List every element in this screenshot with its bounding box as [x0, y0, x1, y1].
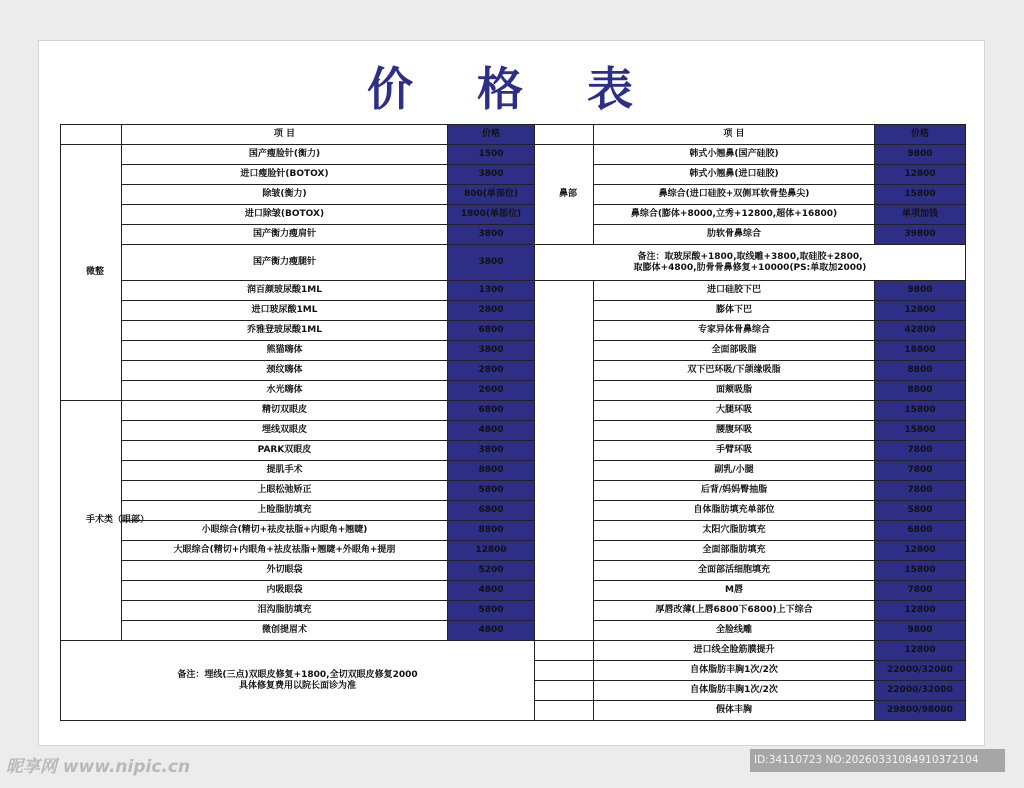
item-price: 1300: [448, 281, 535, 301]
col-item-header: 项 目: [594, 125, 875, 145]
col-item-header: 项 目: [122, 125, 448, 145]
item-price: 29800/98000: [875, 701, 966, 721]
item-name: 国产瘦脸针(衡力): [122, 145, 448, 165]
item-name: 全面部吸脂: [594, 341, 875, 361]
table-row: [61, 225, 966, 245]
table-row: [61, 401, 966, 421]
item-price: 12800: [875, 601, 966, 621]
item-price: 15800: [875, 401, 966, 421]
item-name: 副乳/小腿: [594, 461, 875, 481]
item-name: 上眼松弛矫正: [122, 481, 448, 501]
item-name: 自体脂肪丰胸1次/2次: [594, 661, 875, 681]
item-price: 18800: [875, 341, 966, 361]
item-price: 4800: [448, 621, 535, 641]
item-name: 国产衡力瘦肩针: [122, 225, 448, 245]
item-name: 韩式小翘鼻(国产硅胶): [594, 145, 875, 165]
item-name: 全脸线雕: [594, 621, 875, 641]
item-price: 1800(单部位): [448, 205, 535, 225]
table-row: [61, 341, 966, 361]
item-name: 专家异体骨鼻综合: [594, 321, 875, 341]
item-price: 9800: [875, 145, 966, 165]
item-name: 膨体下巴: [594, 301, 875, 321]
table-row: [61, 205, 966, 225]
item-name: 自体脂肪填充单部位: [594, 501, 875, 521]
item-name: 腰腹环吸: [594, 421, 875, 441]
table-row: [61, 521, 966, 541]
item-name: 全面部活细胞填充: [594, 561, 875, 581]
category-eye-surgery: 手术类（眼部）: [61, 401, 122, 641]
item-price: 7800: [875, 581, 966, 601]
bottom-note-line1: 备注：埋线(三点)双眼皮修复+1800,全切双眼皮修复2000: [177, 669, 418, 680]
item-name: 肋软骨鼻综合: [594, 225, 875, 245]
item-price: 7800: [875, 441, 966, 461]
item-price: 3800: [448, 341, 535, 361]
price-table: [60, 124, 966, 721]
item-price: 2600: [448, 381, 535, 401]
table-row: [61, 301, 966, 321]
item-price: 42800: [875, 321, 966, 341]
item-name: 进口玻尿酸1ML: [122, 301, 448, 321]
table-row: [61, 361, 966, 381]
item-name: 太阳穴脂肪填充: [594, 521, 875, 541]
item-name: 面颊吸脂: [594, 381, 875, 401]
item-price: 5800: [448, 601, 535, 621]
item-name: PARK双眼皮: [122, 441, 448, 461]
item-name: 乔雅登玻尿酸1ML: [122, 321, 448, 341]
item-name: 熊猫嗨体: [122, 341, 448, 361]
item-price: 15800: [875, 561, 966, 581]
item-price: 15800: [875, 421, 966, 441]
item-name: 全面部脂肪填充: [594, 541, 875, 561]
item-name: M唇: [594, 581, 875, 601]
table-row: [61, 641, 966, 661]
item-price: 7800: [875, 461, 966, 481]
item-price: 6800: [448, 401, 535, 421]
item-name: 提肌手术: [122, 461, 448, 481]
item-name: 进口线全脸筋膜提升: [594, 641, 875, 661]
bottom-note-line2: 具体修复费用以院长面诊为准: [238, 680, 356, 691]
item-name: 外切眼袋: [122, 561, 448, 581]
table-row: [61, 165, 966, 185]
table-row: [61, 441, 966, 461]
item-price: 800(单部位): [448, 185, 535, 205]
item-name: 鼻综合(进口硅胶+双侧耳软骨垫鼻尖): [594, 185, 875, 205]
item-price: 12800: [875, 301, 966, 321]
table-row: [61, 561, 966, 581]
blank-category-cell: [535, 281, 594, 641]
item-name: 微创提眉术: [122, 621, 448, 641]
item-price: 5800: [875, 501, 966, 521]
item-name: 进口瘦脸针(BOTOX): [122, 165, 448, 185]
item-price: 9800: [875, 621, 966, 641]
table-row: [61, 421, 966, 441]
item-price: 8800: [448, 461, 535, 481]
item-name: 进口硅胶下巴: [594, 281, 875, 301]
item-name: 双下巴环吸/下颌缘吸脂: [594, 361, 875, 381]
item-price: 39800: [875, 225, 966, 245]
item-price: 12800: [875, 165, 966, 185]
item-name: 假体丰胸: [594, 701, 875, 721]
table-row: [61, 621, 966, 641]
item-price: 4800: [448, 421, 535, 441]
table-row: [61, 281, 966, 301]
table-row: [61, 185, 966, 205]
table-row: [61, 581, 966, 601]
item-price: 1500: [448, 145, 535, 165]
item-price: 3800: [448, 245, 535, 281]
item-name: 精切双眼皮: [122, 401, 448, 421]
watermark-logo: 昵享网 www.nipic.cn: [6, 757, 191, 777]
item-price: 单项加钱: [875, 205, 966, 225]
item-price: 7800: [875, 481, 966, 501]
item-price: 5200: [448, 561, 535, 581]
item-name: 国产衡力瘦腿针: [122, 245, 448, 281]
table-row: [61, 245, 966, 281]
item-name: 泪沟脂肪填充: [122, 601, 448, 621]
col-price-header: 价格: [875, 125, 966, 145]
table-row: [61, 145, 966, 165]
item-price: 22000/32000: [875, 681, 966, 701]
item-price: 3800: [448, 165, 535, 185]
item-price: 3800: [448, 441, 535, 461]
table-row: [61, 481, 966, 501]
col-price-header: 价格: [448, 125, 535, 145]
item-price: 22000/32000: [875, 661, 966, 681]
item-price: 6800: [448, 501, 535, 521]
table-row: [61, 381, 966, 401]
bottom-note: [61, 641, 535, 721]
item-price: 15800: [875, 185, 966, 205]
item-name: 内吸眼袋: [122, 581, 448, 601]
nose-memo-line2: 取膨体+4800,肋骨骨鼻修复+10000(PS:单取加2000): [633, 262, 867, 273]
item-price: 6800: [875, 521, 966, 541]
item-price: 12800: [875, 541, 966, 561]
category-nose: 鼻部: [535, 145, 594, 245]
watermark-id: ID:34110723 NO:20260331084910372104: [750, 749, 1005, 772]
nose-memo-line1: 备注：取玻尿酸+1800,取线雕+3800,取硅胶+2800,: [637, 251, 863, 262]
item-name: 厚唇改薄(上唇6800下6800)上下综合: [594, 601, 875, 621]
item-name: 鼻综合(膨体+8000,立秀+12800,超体+16800): [594, 205, 875, 225]
item-name: 润百颜玻尿酸1ML: [122, 281, 448, 301]
item-price: 9800: [875, 281, 966, 301]
item-price: 8800: [448, 521, 535, 541]
item-name: 颈纹嗨体: [122, 361, 448, 381]
item-price: 12800: [875, 641, 966, 661]
category-micro: 微整: [61, 145, 122, 401]
table-row: [61, 461, 966, 481]
item-price: 3800: [448, 225, 535, 245]
item-name: 大腿环吸: [594, 401, 875, 421]
item-name: 自体脂肪丰胸1次/2次: [594, 681, 875, 701]
item-name: 水光嗨体: [122, 381, 448, 401]
item-price: 5800: [448, 481, 535, 501]
table-row: [61, 541, 966, 561]
item-price: 8800: [875, 361, 966, 381]
table-row: [61, 501, 966, 521]
item-price: 12800: [448, 541, 535, 561]
item-name: 埋线双眼皮: [122, 421, 448, 441]
item-name: 除皱(衡力): [122, 185, 448, 205]
table-row: [61, 601, 966, 621]
header-row: [61, 125, 966, 145]
item-name: 小眼综合(精切+祛皮祛脂+内眼角+翘睫): [122, 521, 448, 541]
item-price: 8800: [875, 381, 966, 401]
table-row: [61, 321, 966, 341]
item-price: 2800: [448, 301, 535, 321]
page-title: 价 格 表: [366, 62, 658, 116]
item-name: 进口除皱(BOTOX): [122, 205, 448, 225]
item-price: 2800: [448, 361, 535, 381]
item-name: 韩式小翘鼻(进口硅胶): [594, 165, 875, 185]
item-name: 上睑脂肪填充: [122, 501, 448, 521]
item-price: 4800: [448, 581, 535, 601]
nose-memo: [535, 245, 966, 281]
item-price: 6800: [448, 321, 535, 341]
item-name: 后背/妈妈臀抽脂: [594, 481, 875, 501]
item-name: 手臂环吸: [594, 441, 875, 461]
item-name: 大眼综合(精切+内眼角+祛皮祛脂+翘睫+外眼角+提朋: [122, 541, 448, 561]
